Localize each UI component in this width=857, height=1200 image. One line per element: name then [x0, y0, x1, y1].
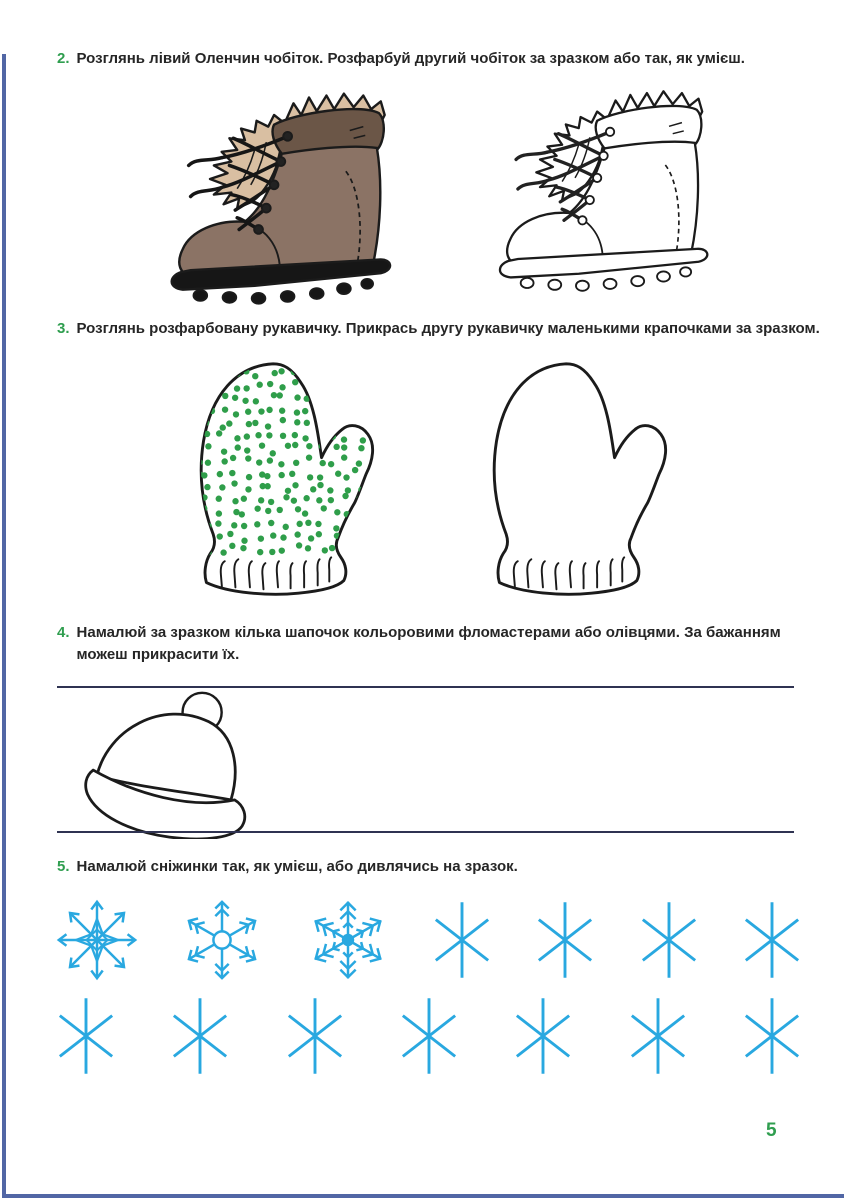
- page-border-bottom: [2, 1194, 844, 1198]
- snowflake-simple: [741, 899, 803, 981]
- snowflake-simple: [741, 995, 803, 1077]
- task-5-number: 5.: [57, 858, 70, 875]
- mitten-plain-figure: [465, 358, 677, 603]
- snowflake-simple: [398, 995, 460, 1077]
- page-border-left: [2, 54, 6, 1198]
- snowflake-simple: [169, 995, 231, 1077]
- snowflake-simple: [638, 899, 700, 981]
- page-number: 5: [766, 1120, 777, 1141]
- snowflake-simple: [512, 995, 574, 1077]
- mitten-plain-illustration: [465, 358, 677, 598]
- drawing-area-bottom-rule: [57, 831, 794, 833]
- snowflake-simple: [534, 899, 596, 981]
- task-4: [57, 622, 819, 666]
- mitten-dotted-figure: [172, 358, 384, 603]
- task-4-number: 4.: [57, 624, 70, 641]
- snowflake-row-1: [55, 894, 803, 986]
- boot-outline-illustration: [470, 80, 728, 297]
- task-2-number: 2.: [57, 50, 70, 67]
- snowflake-simple: [627, 995, 689, 1077]
- snowflake-row-2: [55, 992, 803, 1080]
- task-4-text: Намалюй за зразком кілька шапочок кольоровими фломастерами або олівцями. За бажанням можеш прикрасити їх.: [76, 624, 781, 663]
- task-5-text: Намалюй сніжинки так, як умієш, або дивлячись на зразок.: [76, 858, 518, 875]
- snowflake-detailed-3: [306, 898, 390, 982]
- task-3-number: 3.: [57, 320, 70, 337]
- task-2: [57, 48, 823, 70]
- task-5: [57, 856, 823, 878]
- task-3-text: Розглянь розфарбовану рукавичку. Прикрась другу рукавичку маленькими крапочками за зразком.: [76, 320, 820, 337]
- boot-colored-illustration: [140, 82, 412, 310]
- hat-illustration: [50, 690, 330, 839]
- mitten-dotted-illustration: [172, 358, 384, 598]
- task-2-text: Розглянь лівий Оленчин чобіток. Розфарбуй другий чобіток за зразком або так, як умієш.: [76, 50, 745, 67]
- boot-outline-figure: [470, 80, 728, 302]
- drawing-area-top-rule: [57, 686, 794, 688]
- snowflake-simple: [431, 899, 493, 981]
- snowflake-detailed-2: [180, 898, 264, 982]
- snowflake-simple: [55, 995, 117, 1077]
- hat-figure: [50, 690, 330, 844]
- boot-colored-figure: [140, 82, 412, 315]
- snowflake-simple: [284, 995, 346, 1077]
- snowflake-detailed-1: [55, 898, 139, 982]
- task-3: [57, 318, 823, 340]
